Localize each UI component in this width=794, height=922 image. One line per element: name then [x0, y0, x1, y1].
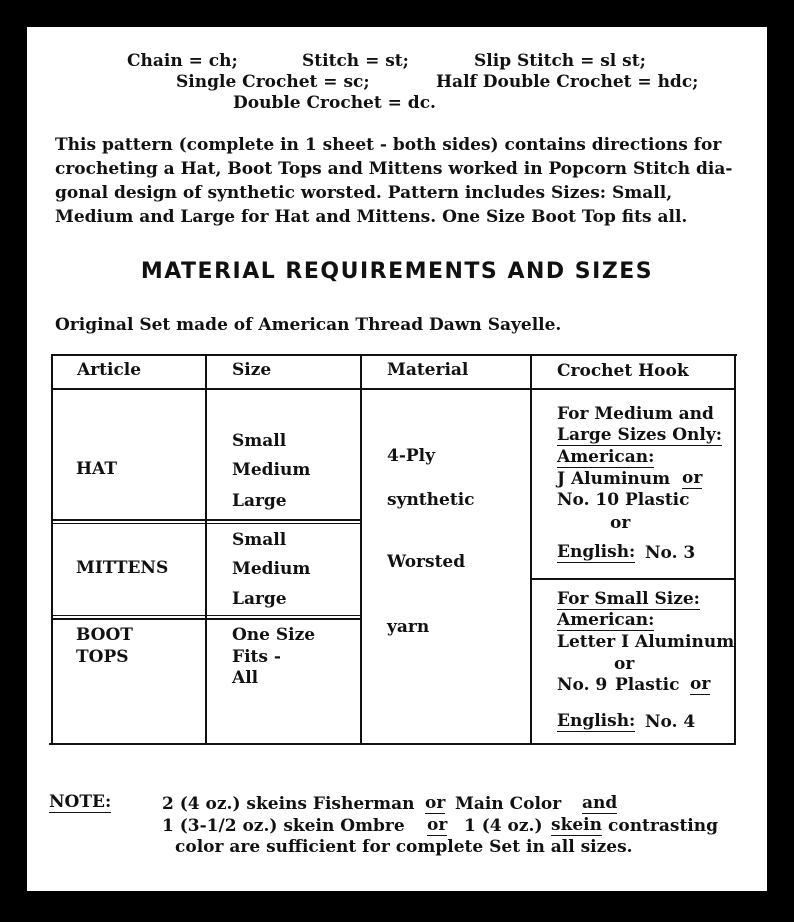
article-tops: TOPS: [76, 647, 129, 667]
original-set-text: Original Set made of American Thread Dawn Sayelle.: [55, 315, 562, 335]
material-worsted: Worsted: [387, 552, 466, 572]
material-yarn: yarn: [387, 617, 430, 637]
hook-ml-aluminum: J Aluminum: [557, 469, 671, 489]
note-line2-b: 1 (4 oz.): [464, 816, 543, 836]
note-line2-a: 1 (3-1/2 oz.) skein Ombre: [162, 816, 405, 836]
table-col-divider: [530, 354, 532, 745]
abbr-single-crochet: Single Crochet = sc;: [176, 72, 370, 92]
pattern-sheet: [27, 27, 767, 891]
size-large: Large: [232, 491, 287, 511]
note-line2-c: skein: [551, 815, 602, 835]
hook-ml-english-value: No. 3: [645, 543, 696, 563]
material-synthetic: synthetic: [387, 490, 475, 510]
size-medium: Medium: [232, 559, 311, 579]
table-border-right: [734, 354, 736, 745]
table-border-bottom: [49, 743, 735, 745]
size-large: Large: [232, 589, 287, 609]
table-header-divider: [51, 388, 736, 390]
note-line1-and: and: [582, 793, 618, 813]
abbr-stitch: Stitch = st;: [302, 51, 409, 71]
table-row-divider: [51, 523, 361, 524]
hook-ml-line2: Large Sizes Only:: [557, 425, 723, 445]
hook-s-or: or: [690, 674, 711, 694]
hook-s-english-label: English:: [557, 711, 636, 731]
header-crochet-hook: Crochet Hook: [557, 361, 689, 381]
note-line1-b: Main Color: [455, 794, 562, 814]
size-small: Small: [232, 431, 287, 451]
article-hat: HAT: [76, 459, 117, 479]
hook-s-american: American:: [557, 610, 655, 630]
abbr-half-double-crochet: Half Double Crochet = hdc;: [436, 72, 699, 92]
hook-ml-or: or: [682, 468, 703, 488]
section-heading: MATERIAL REQUIREMENTS AND SIZES: [140, 259, 654, 284]
hook-ml-american: American:: [557, 447, 655, 467]
hook-section-divider: [530, 578, 736, 580]
header-article: Article: [77, 360, 142, 380]
intro-line: This pattern (complete in 1 sheet - both sides) contains directions for: [55, 135, 722, 155]
abbr-slip-stitch: Slip Stitch = sl st;: [474, 51, 646, 71]
table-border-left: [51, 354, 53, 745]
intro-paragraph: [55, 133, 745, 229]
hook-ml-english-label: English:: [557, 542, 636, 562]
hook-s-or: or: [614, 654, 635, 674]
abbr-chain: Chain = ch;: [127, 51, 238, 71]
abbr-double-crochet: Double Crochet = dc.: [233, 93, 436, 113]
hook-ml-line1: For Medium and: [557, 404, 714, 424]
size-one-size: One Size: [232, 625, 316, 645]
article-boot: BOOT: [76, 625, 133, 645]
size-all: All: [232, 668, 259, 688]
hook-s-line1: For Small Size:: [557, 589, 700, 609]
header-size: Size: [232, 360, 272, 380]
table-row-divider: [51, 618, 361, 620]
hook-ml-or: or: [610, 513, 631, 533]
table-col-divider: [205, 354, 207, 745]
table-row-divider: [51, 519, 361, 521]
hook-s-english-value: No. 4: [645, 712, 696, 732]
intro-line: crocheting a Hat, Boot Tops and Mittens worked in Popcorn Stitch dia-: [55, 159, 733, 179]
hook-s-plastic-word: Plastic: [615, 675, 680, 695]
hook-s-aluminum: Letter I Aluminum: [557, 632, 735, 652]
table-border-top: [51, 354, 737, 356]
note-label: NOTE:: [49, 792, 112, 812]
article-mittens: MITTENS: [76, 558, 169, 578]
size-medium: Medium: [232, 460, 311, 480]
note-line2-d: contrasting: [608, 816, 719, 836]
table-row-divider: [51, 615, 361, 616]
intro-line: gonal design of synthetic worsted. Pattern includes Sizes: Small,: [55, 183, 673, 203]
intro-line: Medium and Large for Hat and Mittens. One Size Boot Top fits all.: [55, 207, 688, 227]
note-line3: color are sufficient for complete Set in all sizes.: [175, 837, 633, 857]
hook-s-plastic-no: No. 9: [557, 675, 608, 695]
material-4-ply: 4-Ply: [387, 446, 436, 466]
table-col-divider: [360, 354, 362, 745]
note-line1-a: 2 (4 oz.) skeins Fisherman: [162, 794, 415, 814]
size-fits: Fits -: [232, 647, 281, 667]
header-material: Material: [387, 360, 469, 380]
note-line2-or: or: [427, 815, 448, 835]
hook-ml-plastic: No. 10 Plastic: [557, 490, 690, 510]
note-line1-or: or: [425, 793, 446, 813]
size-small: Small: [232, 530, 287, 550]
